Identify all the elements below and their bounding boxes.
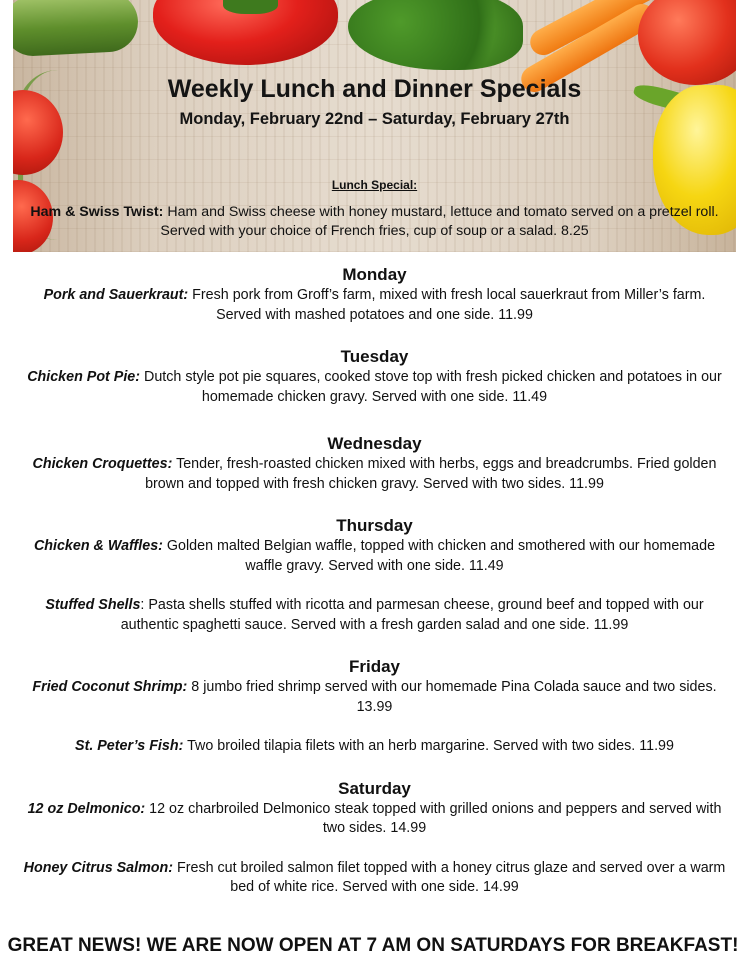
day-heading-monday: Monday: [342, 265, 407, 284]
menu-item-desc: Golden malted Belgian waffle, topped with chicken and smothered with our homemade waffle gravy. Served with one side. 11.49: [166, 538, 716, 574]
footer-announcement: GREAT NEWS! WE ARE NOW OPEN AT 7 AM ON SATURDAYS FOR BREAKFAST!: [7, 935, 739, 956]
menu-item-name: Chicken & Waffles:: [33, 538, 163, 554]
menu-item: [13, 596, 736, 635]
menu-item-desc: 8 jumbo fried shrimp served with our homemade Pina Colada sauce and two sides. 13.99: [191, 679, 717, 715]
menu-item: [13, 678, 736, 717]
day-heading-friday: Friday: [348, 657, 401, 676]
date-range: Monday, February 22nd – Saturday, February 27th: [179, 110, 570, 128]
menu-item: [13, 859, 736, 898]
menu-item-name: St. Peter’s Fish:: [75, 738, 184, 754]
pepper-stem-image: [223, 0, 278, 14]
menu-item: [13, 737, 736, 757]
menu-item-desc: Dutch style pot pie squares, cooked stove top with fresh picked chicken and potatoes in our homemade chicken gravy. Served with one side. 11.49: [144, 369, 722, 405]
day-heading-thursday: Thursday: [336, 516, 413, 535]
menu-item-desc: : Pasta shells stuffed with ricotta and parmesan cheese, ground beef and topped with our authentic spaghetti sauce. Served with a fresh garden salad and one side. 11.99: [120, 597, 704, 633]
menu-item-desc: Fresh pork from Groff’s farm, mixed with fresh local sauerkraut from Miller’s farm. Served with mashed potatoes and one side. 11.99: [192, 287, 706, 323]
cucumber-image: [13, 0, 139, 57]
menu-item: [13, 368, 736, 407]
menu-item-name: 12 oz Delmonico:: [27, 800, 146, 817]
weekly-menu: [13, 264, 736, 898]
day-heading-saturday: Saturday: [338, 778, 411, 798]
menu-item-desc: Fresh cut broiled salmon filet topped with a honey citrus glaze and served over a warm bed of white rice. Served with one side. 14.99: [177, 859, 726, 895]
lunch-item-desc: Ham and Swiss cheese with honey mustard, lettuce and tomato served on a pretzel roll.: [167, 204, 719, 220]
menu-item-name: Honey Citrus Salmon:: [23, 859, 174, 876]
tomato-image: [638, 0, 736, 85]
day-heading-wednesday: Wednesday: [327, 434, 422, 453]
menu-item-desc: Tender, fresh-roasted chicken mixed with herbs, eggs and breadcrumbs. Fried golden brown and topped with fresh chicken gravy. Served with two sides. 11.99: [145, 456, 717, 492]
header-banner: [13, 0, 736, 252]
menu-item-desc: Two broiled tilapia filets with an herb margarine. Served with two sides. 11.99: [187, 738, 674, 754]
menu-item-name: Stuffed Shells: [45, 597, 141, 613]
lunch-item-name: Ham & Swiss Twist:: [30, 204, 164, 220]
menu-item: [13, 537, 736, 576]
parsley-image: [348, 0, 523, 70]
menu-item: [13, 455, 736, 494]
lunch-special-label: Lunch Special:: [331, 178, 418, 192]
menu-item: [13, 800, 736, 839]
page-title: Weekly Lunch and Dinner Specials: [167, 75, 582, 103]
menu-item-desc: 12 oz charbroiled Delmonico steak topped with grilled onions and peppers and served with two sides. 14.99: [149, 800, 722, 836]
lunch-special-line2: Served with your choice of French fries, cup of soup or a salad. 8.25: [160, 223, 589, 239]
menu-item: [13, 286, 736, 325]
lunch-special-line1: [13, 204, 736, 220]
menu-item-name: Fried Coconut Shrimp:: [32, 679, 188, 695]
menu-item-name: Pork and Sauerkraut:: [43, 287, 189, 303]
day-heading-tuesday: Tuesday: [340, 347, 409, 366]
menu-item-name: Chicken Croquettes:: [32, 456, 173, 472]
menu-item-name: Chicken Pot Pie:: [27, 369, 141, 385]
